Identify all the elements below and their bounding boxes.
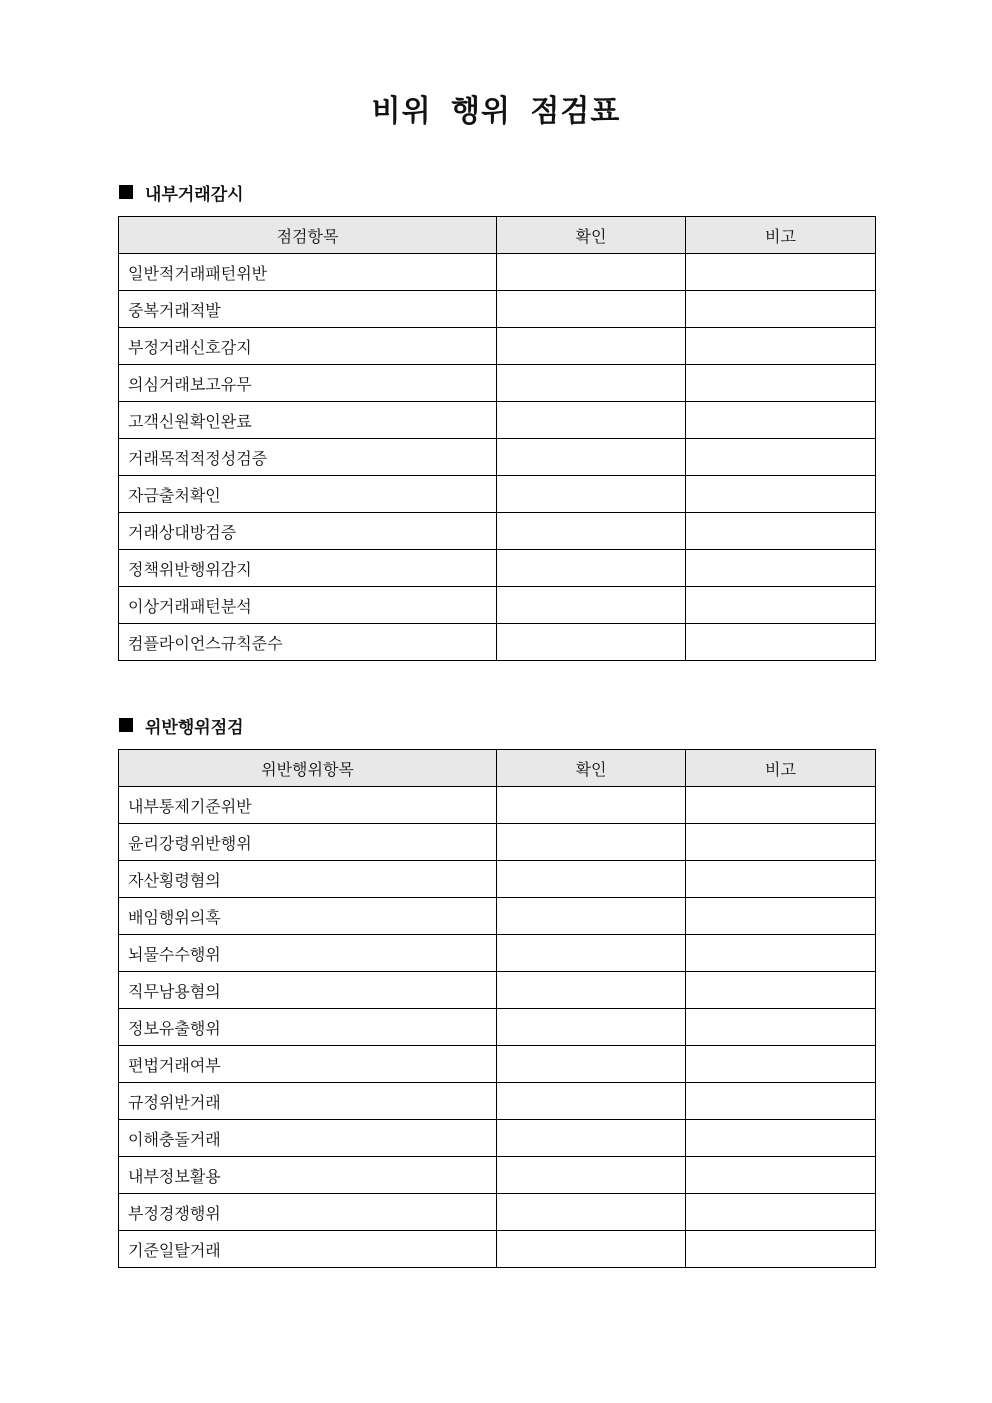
table-row — [119, 898, 876, 935]
item-cell: 직무남용혐의 — [119, 972, 497, 1009]
item-cell: 규정위반거래 — [119, 1083, 497, 1120]
note-cell[interactable] — [686, 624, 876, 661]
note-cell[interactable] — [686, 365, 876, 402]
page-title: 비위 행위 점검표 — [371, 94, 621, 129]
table-row — [119, 1009, 876, 1046]
item-cell: 부정거래신호감지 — [119, 328, 497, 365]
check-cell[interactable] — [497, 1231, 686, 1268]
internal-trading-table — [118, 216, 876, 661]
table-row — [119, 824, 876, 861]
column-header-check: 확인 — [497, 217, 686, 254]
item-cell: 편법거래여부 — [119, 1046, 497, 1083]
check-cell[interactable] — [497, 1009, 686, 1046]
check-cell[interactable] — [497, 550, 686, 587]
column-header-item: 위반행위항목 — [119, 750, 497, 787]
note-cell[interactable] — [686, 972, 876, 1009]
check-cell[interactable] — [497, 972, 686, 1009]
column-header-note: 비고 — [686, 217, 876, 254]
item-cell: 뇌물수수행위 — [119, 935, 497, 972]
table-row — [119, 328, 876, 365]
column-header-check: 확인 — [497, 750, 686, 787]
note-cell[interactable] — [686, 328, 876, 365]
check-cell[interactable] — [497, 476, 686, 513]
check-cell[interactable] — [497, 935, 686, 972]
note-cell[interactable] — [686, 1046, 876, 1083]
check-cell[interactable] — [497, 898, 686, 935]
check-cell[interactable] — [497, 861, 686, 898]
table-row — [119, 550, 876, 587]
check-cell[interactable] — [497, 624, 686, 661]
item-cell: 이해충돌거래 — [119, 1120, 497, 1157]
note-cell[interactable] — [686, 824, 876, 861]
table-row — [119, 587, 876, 624]
section-heading-text: 내부거래감시 — [145, 184, 244, 205]
table-row — [119, 476, 876, 513]
item-cell: 부정경쟁행위 — [119, 1194, 497, 1231]
item-cell: 이상거래패턴분석 — [119, 587, 497, 624]
section-heading-violation-check — [119, 712, 244, 738]
check-cell[interactable] — [497, 402, 686, 439]
note-cell[interactable] — [686, 513, 876, 550]
table-header-row — [119, 217, 876, 254]
table-row — [119, 1083, 876, 1120]
note-cell[interactable] — [686, 1194, 876, 1231]
table-row — [119, 439, 876, 476]
check-cell[interactable] — [497, 328, 686, 365]
table-row — [119, 1231, 876, 1268]
item-cell: 내부통제기준위반 — [119, 787, 497, 824]
table-header-row — [119, 750, 876, 787]
item-cell: 의심거래보고유무 — [119, 365, 497, 402]
item-cell: 일반적거래패턴위반 — [119, 254, 497, 291]
check-cell[interactable] — [497, 1194, 686, 1231]
item-cell: 정보유출행위 — [119, 1009, 497, 1046]
table-row — [119, 1194, 876, 1231]
table-row — [119, 513, 876, 550]
table-row — [119, 1046, 876, 1083]
column-header-note: 비고 — [686, 750, 876, 787]
table-row — [119, 972, 876, 1009]
note-cell[interactable] — [686, 254, 876, 291]
square-bullet-icon — [119, 185, 133, 199]
item-cell: 자금출처확인 — [119, 476, 497, 513]
check-cell[interactable] — [497, 1120, 686, 1157]
item-cell: 기준일탈거래 — [119, 1231, 497, 1268]
note-cell[interactable] — [686, 439, 876, 476]
check-cell[interactable] — [497, 439, 686, 476]
table-row — [119, 1120, 876, 1157]
item-cell: 거래목적적정성검증 — [119, 439, 497, 476]
check-cell[interactable] — [497, 365, 686, 402]
item-cell: 배임행위의혹 — [119, 898, 497, 935]
item-cell: 자산횡령혐의 — [119, 861, 497, 898]
item-cell: 중복거래적발 — [119, 291, 497, 328]
check-cell[interactable] — [497, 787, 686, 824]
note-cell[interactable] — [686, 550, 876, 587]
violation-check-table — [118, 749, 876, 1268]
square-bullet-icon — [119, 718, 133, 732]
note-cell[interactable] — [686, 1231, 876, 1268]
note-cell[interactable] — [686, 476, 876, 513]
table-row — [119, 254, 876, 291]
check-cell[interactable] — [497, 291, 686, 328]
table-row — [119, 402, 876, 439]
table-row — [119, 787, 876, 824]
check-cell[interactable] — [497, 513, 686, 550]
item-cell: 컴플라이언스규칙준수 — [119, 624, 497, 661]
check-cell[interactable] — [497, 587, 686, 624]
check-cell[interactable] — [497, 1083, 686, 1120]
note-cell[interactable] — [686, 787, 876, 824]
item-cell: 고객신원확인완료 — [119, 402, 497, 439]
section-heading-internal-trading — [119, 179, 244, 205]
table-row — [119, 861, 876, 898]
note-cell[interactable] — [686, 587, 876, 624]
note-cell[interactable] — [686, 1083, 876, 1120]
check-cell[interactable] — [497, 1046, 686, 1083]
item-cell: 정책위반행위감지 — [119, 550, 497, 587]
note-cell[interactable] — [686, 291, 876, 328]
note-cell[interactable] — [686, 1120, 876, 1157]
note-cell[interactable] — [686, 935, 876, 972]
note-cell[interactable] — [686, 861, 876, 898]
item-cell: 윤리강령위반행위 — [119, 824, 497, 861]
section-heading-text: 위반행위점검 — [145, 717, 244, 738]
table-row — [119, 365, 876, 402]
note-cell[interactable] — [686, 1157, 876, 1194]
note-cell[interactable] — [686, 402, 876, 439]
table-row — [119, 1157, 876, 1194]
check-cell[interactable] — [497, 254, 686, 291]
table-row — [119, 291, 876, 328]
table-row — [119, 624, 876, 661]
column-header-item: 점검항목 — [119, 217, 497, 254]
check-cell[interactable] — [497, 1157, 686, 1194]
item-cell: 거래상대방검증 — [119, 513, 497, 550]
check-cell[interactable] — [497, 824, 686, 861]
note-cell[interactable] — [686, 1009, 876, 1046]
table-row — [119, 935, 876, 972]
note-cell[interactable] — [686, 898, 876, 935]
item-cell: 내부정보활용 — [119, 1157, 497, 1194]
